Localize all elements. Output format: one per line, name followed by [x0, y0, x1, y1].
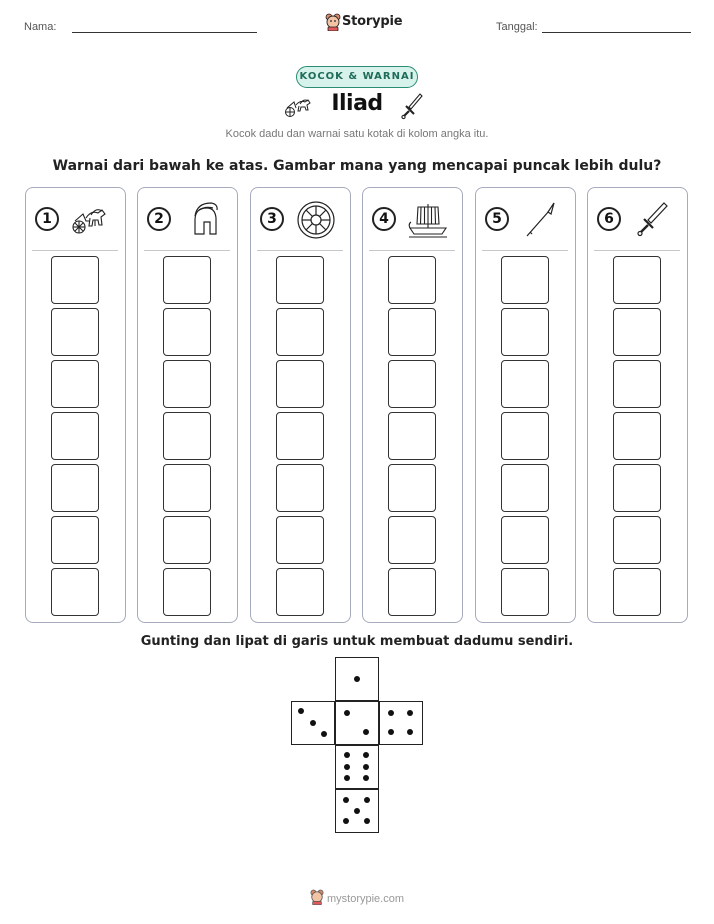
color-box[interactable] [501, 568, 549, 616]
column-2 [137, 187, 238, 623]
dice-pip [310, 720, 316, 726]
dice-pip [363, 729, 369, 735]
dice-pip [344, 764, 350, 770]
dice-pip [354, 808, 360, 814]
color-box[interactable] [388, 412, 436, 460]
coloring-instruction: Warnai dari bawah ke atas. Gambar mana yang mencapai puncak lebih dulu? [52, 158, 662, 174]
color-box[interactable] [51, 568, 99, 616]
color-box[interactable] [501, 256, 549, 304]
column-4 [362, 187, 463, 623]
color-box[interactable] [388, 516, 436, 564]
color-box[interactable] [163, 516, 211, 564]
worksheet-title: Iliad [331, 91, 383, 116]
column-divider [257, 250, 343, 251]
color-box[interactable] [163, 412, 211, 460]
column-number: 1 [35, 207, 59, 231]
column-divider [369, 250, 455, 251]
color-box[interactable] [613, 360, 661, 408]
dice-pip [343, 818, 349, 824]
color-box[interactable] [276, 412, 324, 460]
column-divider [482, 250, 568, 251]
color-box[interactable] [51, 464, 99, 512]
column-number: 5 [485, 207, 509, 231]
column-6 [587, 187, 688, 623]
dice-pip [343, 797, 349, 803]
dice-face-4 [379, 701, 423, 745]
dice-pip [354, 676, 360, 682]
dice-pip [407, 729, 413, 735]
dice-face-2 [335, 701, 379, 745]
footer [0, 889, 714, 905]
brand-name: Storypie [342, 14, 403, 29]
column-number: 3 [260, 207, 284, 231]
column-header [26, 188, 124, 250]
column-header [588, 188, 686, 250]
color-box[interactable] [51, 308, 99, 356]
dice-face-5 [335, 789, 379, 833]
color-box[interactable] [276, 464, 324, 512]
dice-pip [388, 729, 394, 735]
date-line[interactable] [542, 32, 691, 33]
column-divider [594, 250, 680, 251]
color-box[interactable] [501, 412, 549, 460]
color-box[interactable] [613, 464, 661, 512]
color-box[interactable] [276, 516, 324, 564]
color-box[interactable] [163, 568, 211, 616]
color-box[interactable] [501, 308, 549, 356]
dice-pip [344, 710, 350, 716]
color-box[interactable] [163, 464, 211, 512]
dice-face-6 [335, 745, 379, 789]
spear-icon [521, 200, 561, 240]
color-box[interactable] [613, 412, 661, 460]
color-box[interactable] [276, 568, 324, 616]
cut-instruction: Gunting dan lipat di garis untuk membuat dadumu sendiri. [140, 634, 574, 649]
color-box[interactable] [613, 308, 661, 356]
sword-icon [633, 200, 673, 240]
column-divider [32, 250, 118, 251]
chariot-title-icon [284, 96, 314, 118]
color-box[interactable] [388, 308, 436, 356]
activity-badge: KOCOK & WARNAI [296, 66, 418, 88]
dice-pip [388, 710, 394, 716]
column-header [138, 188, 236, 250]
color-box[interactable] [388, 360, 436, 408]
dice-pip [363, 764, 369, 770]
dice-pip [364, 818, 370, 824]
greek-ship-icon [408, 200, 448, 240]
dice-pip [344, 752, 350, 758]
name-label: Nama: [24, 21, 57, 33]
dice-pip [363, 752, 369, 758]
sword-title-icon [400, 92, 426, 122]
color-box[interactable] [163, 256, 211, 304]
dice-pip [321, 731, 327, 737]
color-box[interactable] [276, 360, 324, 408]
dice-face-3 [291, 701, 335, 745]
footer-url[interactable]: mystorypie.com [326, 893, 405, 905]
color-box[interactable] [276, 308, 324, 356]
name-line[interactable] [72, 32, 257, 33]
column-header [476, 188, 574, 250]
dice-pip [344, 775, 350, 781]
dice-face-1 [335, 657, 379, 701]
brand-logo [325, 13, 403, 33]
color-box[interactable] [613, 516, 661, 564]
worksheet-subtitle: Kocok dadu dan warnai satu kotak di kolom angka itu. [225, 128, 489, 140]
color-box[interactable] [51, 516, 99, 564]
color-box[interactable] [388, 464, 436, 512]
column-divider [144, 250, 230, 251]
color-box[interactable] [613, 568, 661, 616]
dice-pip [298, 708, 304, 714]
date-label: Tanggal: [496, 21, 538, 33]
column-3 [250, 187, 351, 623]
column-number: 2 [147, 207, 171, 231]
color-box[interactable] [388, 568, 436, 616]
color-box[interactable] [501, 360, 549, 408]
storypie-mascot-icon [325, 13, 341, 31]
column-header [251, 188, 349, 250]
round-shield-icon [296, 200, 336, 240]
color-box[interactable] [51, 360, 99, 408]
color-box[interactable] [163, 308, 211, 356]
color-box[interactable] [163, 360, 211, 408]
color-box[interactable] [51, 412, 99, 460]
column-header [363, 188, 461, 250]
storypie-mascot-icon [310, 889, 324, 905]
column-number: 4 [372, 207, 396, 231]
column-number: 6 [597, 207, 621, 231]
color-box[interactable] [613, 256, 661, 304]
dice-pip [364, 797, 370, 803]
column-1 [25, 187, 126, 623]
chariot-icon [71, 200, 111, 240]
color-box[interactable] [501, 464, 549, 512]
dice-pip [407, 710, 413, 716]
color-box[interactable] [388, 256, 436, 304]
color-box[interactable] [51, 256, 99, 304]
color-box[interactable] [501, 516, 549, 564]
spartan-helmet-icon [183, 200, 223, 240]
column-5 [475, 187, 576, 623]
color-box[interactable] [276, 256, 324, 304]
dice-pip [363, 775, 369, 781]
